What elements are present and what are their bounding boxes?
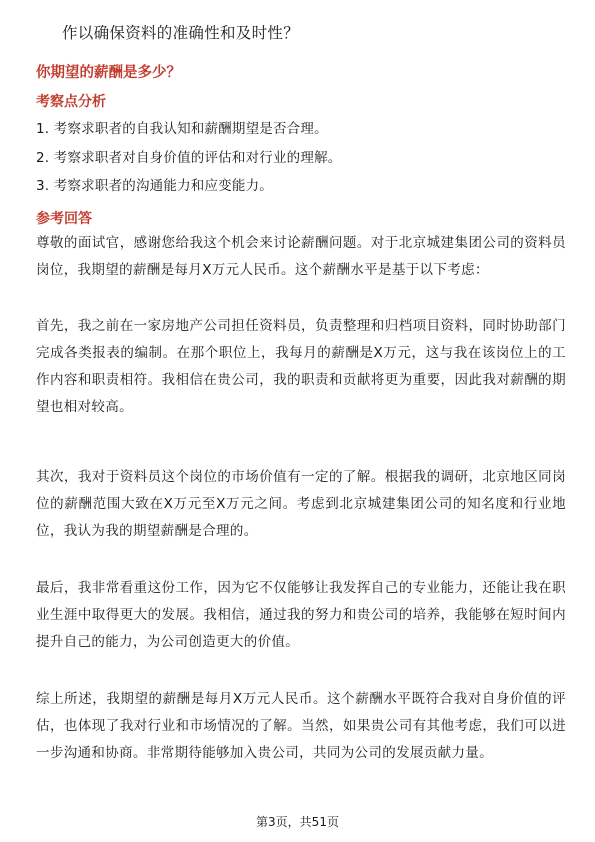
answer-paragraph-2: 首先，我之前在一家房地产公司担任资料员，负责整理和归档项目资料，同时协助部门完成各类报表的编制。在那个职位上，我每月的薪酬是X万元，这与我在该岗位上的工作内容和职责相符。我相信在贵公司，我的职责和贡献将更为重要，因此我对薪酬的期望也相对较高。 xyxy=(36,318,566,415)
analysis-item-3: 3. 考察求职者的沟通能力和应变能力。 xyxy=(36,178,273,194)
answer-paragraph-1: 尊敬的面试官，感谢您给我这个机会来讨论薪酬问题。对于北京城建集团公司的资料员岗位，我期望的薪酬是每月X万元人民币。这个薪酬水平是基于以下考虑： xyxy=(36,235,566,278)
previous-answer-tail: 作以确保资料的准确性和及时性？ xyxy=(62,24,300,42)
answer-heading: 参考回答 xyxy=(36,211,92,227)
analysis-heading: 考察点分析 xyxy=(36,94,106,110)
analysis-item-2: 2. 考察求职者对自身价值的评估和对行业的理解。 xyxy=(36,150,342,166)
answer-paragraph-3: 其次，我对于资料员这个岗位的市场价值有一定的了解。根据我的调研，北京地区同岗位的薪酬范围大致在X万元至X万元之间。考虑到北京城建集团公司的知名度和行业地位，我认为我的期望薪酬是合理的。 xyxy=(36,469,566,539)
analysis-item-1: 1. 考察求职者的自我认知和薪酬期望是否合理。 xyxy=(36,121,328,137)
question-title: 你期望的薪酬是多少？ xyxy=(36,65,181,81)
page-number: 第3页，共51页 xyxy=(256,815,339,829)
answer-paragraph-4: 最后，我非常看重这份工作，因为它不仅能够让我发挥自己的专业能力，还能让我在职业生涯中取得更大的发展。我相信，通过我的努力和贵公司的培养，我能够在短时间内提升自己的能力，为公司创造更大的价值。 xyxy=(36,580,566,650)
answer-paragraph-5: 综上所述，我期望的薪酬是每月X万元人民币。这个薪酬水平既符合我对自身价值的评估，也体现了我对行业和市场情况的了解。当然，如果贵公司有其他考虑，我们可以进一步沟通和协商。非常期待能够加入贵公司，共同为公司的发展贡献力量。 xyxy=(36,691,566,761)
